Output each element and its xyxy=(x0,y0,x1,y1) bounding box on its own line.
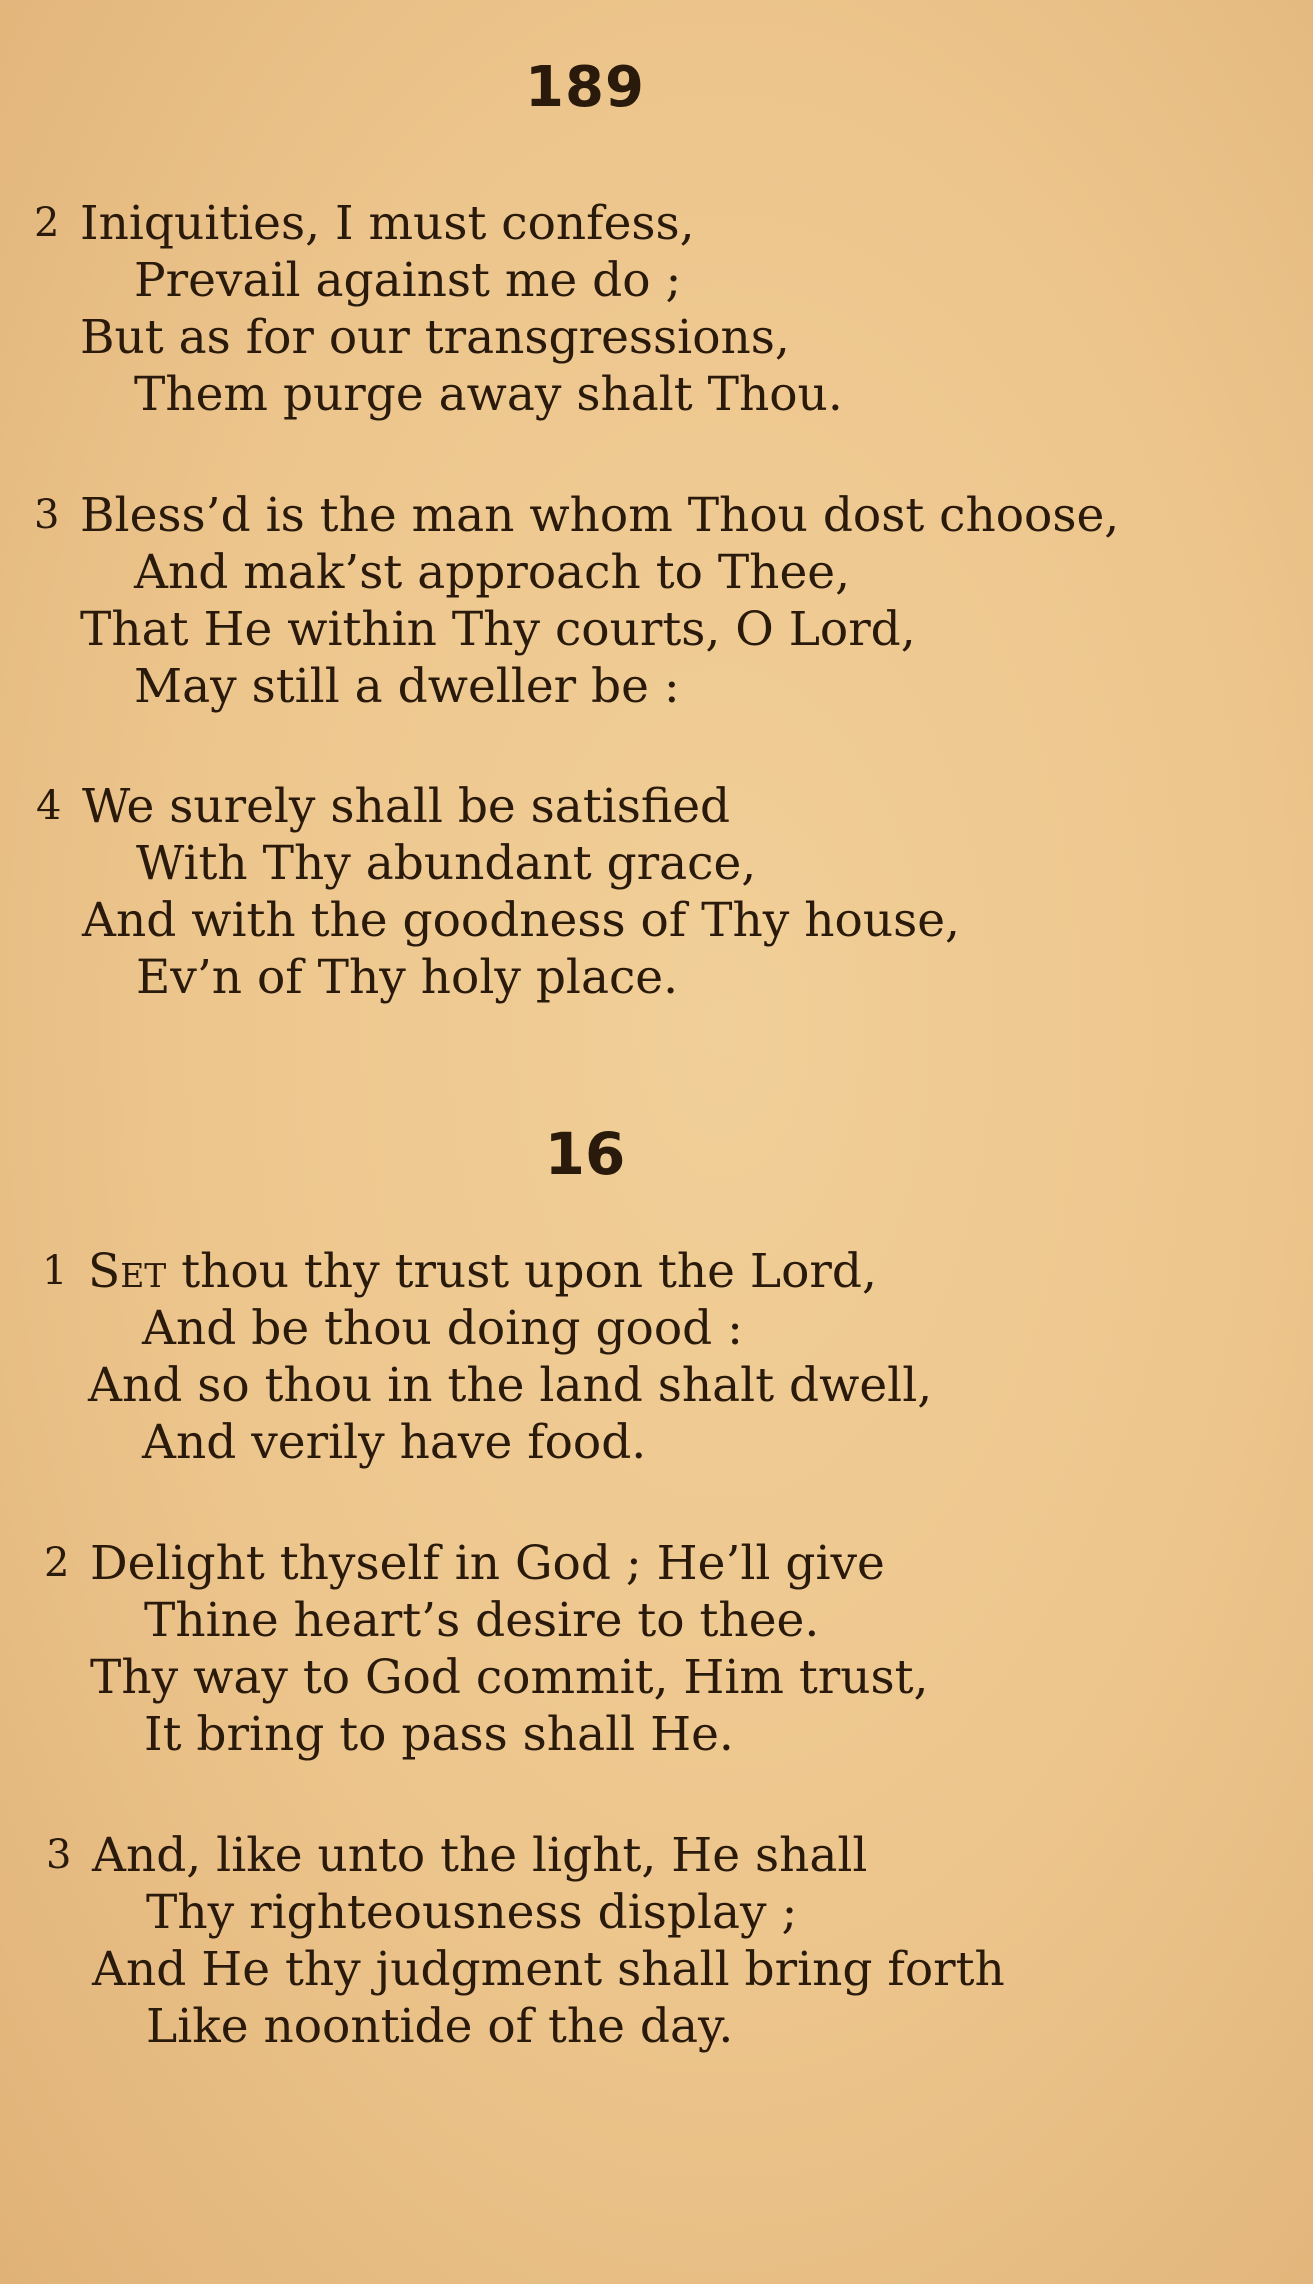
verse-line: With Thy abundant grace, xyxy=(136,836,757,891)
verse-number: 3 xyxy=(46,1832,72,1878)
verse-line: Prevail against me do ; xyxy=(134,253,682,308)
verse-line xyxy=(88,1243,932,1300)
opening-word: Set xyxy=(88,1244,167,1299)
verse-line: And with the goodness of Thy house, xyxy=(82,893,960,948)
verse-line: Thine heart’s desire to thee. xyxy=(144,1593,820,1648)
stanza xyxy=(34,195,843,423)
verse-number: 2 xyxy=(34,200,60,246)
verse-line: And He thy judgment shall bring forth xyxy=(92,1942,1005,1997)
stanza xyxy=(44,1535,929,1763)
verse-line: That He within Thy courts, O Lord, xyxy=(80,602,916,657)
verse-line: Thy way to God commit, Him trust, xyxy=(90,1650,929,1705)
verse-line: But as for our transgressions, xyxy=(80,310,790,365)
verse-line: We surely shall be satisfied xyxy=(82,779,731,834)
verse-line: Delight thyself in God ; He’ll give xyxy=(90,1536,885,1591)
verse-number: 4 xyxy=(36,783,62,829)
stanza xyxy=(34,487,1120,715)
verse-line: Iniquities, I must confess, xyxy=(80,196,695,251)
verse-line: Them purge away shalt Thou. xyxy=(134,367,843,422)
stanza xyxy=(46,1827,1005,2055)
verse-number: 3 xyxy=(34,492,60,538)
verse-line: May still a dweller be : xyxy=(134,659,680,714)
verse-number: 2 xyxy=(44,1540,70,1586)
verse-line: Thy righteousness display ; xyxy=(146,1885,798,1940)
verse-line-rest: thou thy trust upon the Lord, xyxy=(166,1244,877,1299)
verse-line: Like noontide of the day. xyxy=(146,1999,734,2054)
psalm-number: 16 xyxy=(544,1120,626,1188)
verse-line: It bring to pass shall He. xyxy=(144,1707,734,1762)
verse-line: And be thou doing good : xyxy=(142,1301,743,1356)
verse-number: 1 xyxy=(42,1248,68,1294)
verse-line: And so thou in the land shalt dwell, xyxy=(88,1358,933,1413)
page-number: 189 xyxy=(525,55,645,120)
stanza xyxy=(42,1243,933,1471)
verse-line: And mak’st approach to Thee, xyxy=(134,545,851,600)
stanza xyxy=(36,778,960,1006)
verse-line: And verily have food. xyxy=(142,1415,647,1470)
verse-line: And, like unto the light, He shall xyxy=(92,1828,868,1883)
verse-line: Bless’d is the man whom Thou dost choose, xyxy=(80,488,1120,543)
verse-line: Ev’n of Thy holy place. xyxy=(136,950,679,1005)
